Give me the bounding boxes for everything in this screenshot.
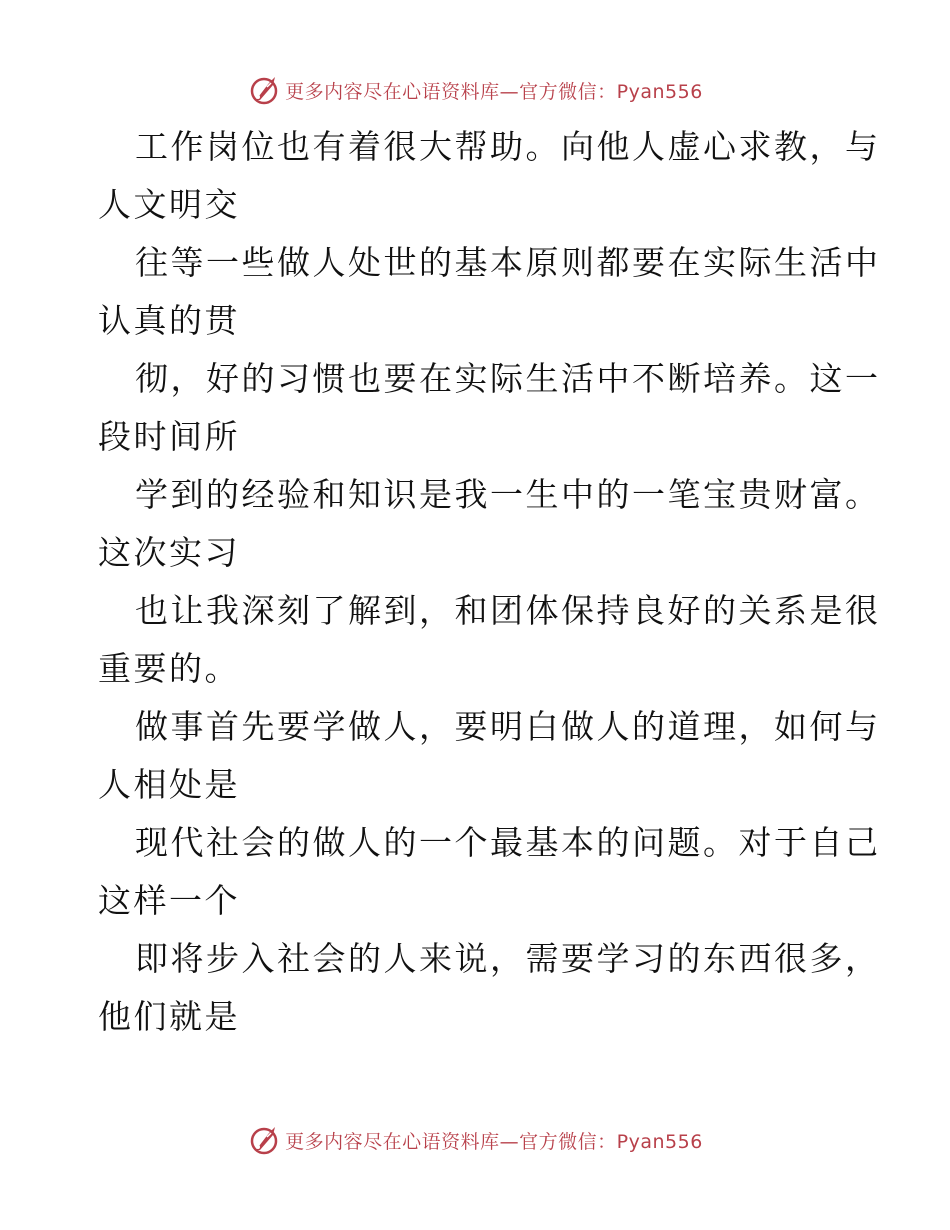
body-line: 人相处是: [98, 765, 240, 804]
body-line: 段时间所: [98, 417, 240, 456]
body-line: 认真的贯: [98, 301, 240, 340]
body-line: 这次实习: [98, 533, 240, 572]
quill-pen-logo-icon: [247, 73, 281, 107]
body-line: 他们就是: [98, 997, 240, 1036]
header-banner: [0, 70, 950, 110]
body-line: 也让我深刻了解到，和团体保持良好的关系是很: [135, 591, 881, 630]
body-line: 彻，好的习惯也要在实际生活中不断培养。这一: [135, 359, 881, 398]
header-banner-text: 更多内容尽在心语资料库—官方微信：Pyan556: [285, 80, 703, 103]
body-line: 人文明交: [98, 185, 240, 224]
body-line: 做事首先要学做人，要明白做人的道理，如何与: [135, 707, 881, 746]
footer-banner-text: 更多内容尽在心语资料库—官方微信：Pyan556: [285, 1130, 703, 1153]
body-line: 这样一个: [98, 881, 240, 920]
body-line: 现代社会的做人的一个最基本的问题。对于自己: [135, 823, 881, 862]
body-line: 工作岗位也有着很大帮助。向他人虚心求教，与: [135, 127, 881, 166]
body-line: 即将步入社会的人来说，需要学习的东西很多，: [135, 939, 881, 978]
body-line: 学到的经验和知识是我一生中的一笔宝贵财富。: [135, 475, 881, 514]
document-body: [98, 118, 881, 1046]
body-line: 往等一些做人处世的基本原则都要在实际生活中: [135, 243, 881, 282]
quill-pen-logo-icon: [247, 1123, 281, 1157]
footer-banner: [0, 1120, 950, 1160]
body-line: 重要的。: [98, 649, 240, 688]
